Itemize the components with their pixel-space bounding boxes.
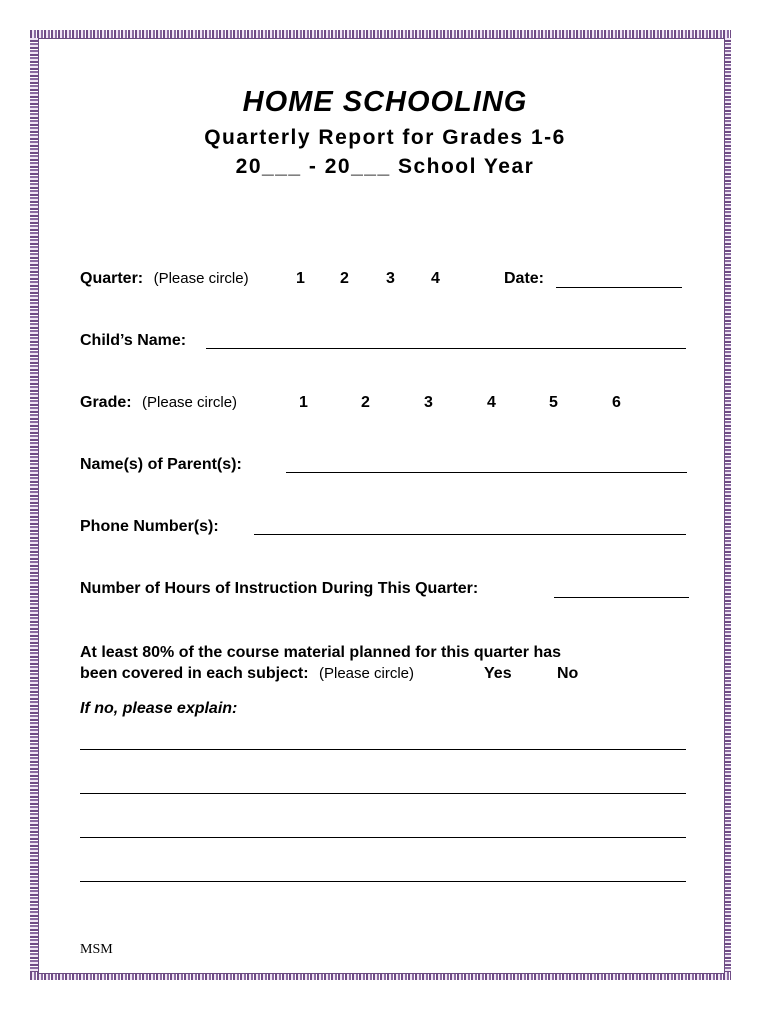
grade-option-1[interactable]: 1 — [299, 394, 308, 411]
grade-option-5[interactable]: 5 — [549, 394, 558, 411]
coverage-statement-line2 — [80, 665, 414, 683]
footer-initials: MSM — [80, 942, 113, 957]
explain-prompt: If no, please explain: — [80, 700, 238, 717]
form-title: HOME SCHOOLING — [242, 86, 528, 118]
coverage-statement-text: been covered in each subject: — [80, 665, 309, 682]
child-name-field[interactable] — [206, 348, 686, 349]
quarter-circle-note: (Please circle) — [153, 270, 249, 287]
instruction-hours-label: Number of Hours of Instruction During This Quarter: — [80, 580, 479, 597]
grade-option-4[interactable]: 4 — [487, 394, 496, 411]
grade-option-6[interactable]: 6 — [612, 394, 621, 411]
coverage-no-option[interactable]: No — [557, 665, 579, 682]
grade-circle-note: (Please circle) — [142, 394, 238, 411]
school-year-line: 20___ - 20___ School Year — [235, 155, 535, 178]
grade-row — [80, 394, 237, 412]
child-name-label: Child’s Name: — [80, 332, 187, 349]
instruction-hours-field[interactable] — [554, 597, 689, 598]
form-subtitle: Quarterly Report for Grades 1-6 — [204, 126, 566, 149]
coverage-statement-line1: At least 80% of the course material planned for this quarter has — [80, 644, 562, 661]
date-field[interactable] — [556, 287, 682, 288]
grade-label: Grade: — [80, 394, 132, 411]
quarter-label: Quarter: — [80, 270, 144, 287]
parent-names-label: Name(s) of Parent(s): — [80, 456, 242, 473]
parent-names-field[interactable] — [286, 472, 687, 473]
quarter-option-1[interactable]: 1 — [296, 270, 305, 287]
quarter-row — [80, 270, 249, 288]
coverage-yes-option[interactable]: Yes — [484, 665, 512, 682]
quarter-option-3[interactable]: 3 — [386, 270, 395, 287]
date-label: Date: — [504, 270, 545, 287]
quarter-option-4[interactable]: 4 — [431, 270, 440, 287]
coverage-circle-note: (Please circle) — [318, 665, 415, 682]
grade-option-2[interactable]: 2 — [361, 394, 370, 411]
phone-numbers-field[interactable] — [254, 534, 686, 535]
phone-numbers-label: Phone Number(s): — [80, 518, 219, 535]
explain-line-2[interactable] — [80, 793, 686, 794]
explain-line-3[interactable] — [80, 837, 686, 838]
grade-option-3[interactable]: 3 — [424, 394, 433, 411]
explain-line-4[interactable] — [80, 881, 686, 882]
quarter-option-2[interactable]: 2 — [340, 270, 349, 287]
explain-line-1[interactable] — [80, 749, 686, 750]
